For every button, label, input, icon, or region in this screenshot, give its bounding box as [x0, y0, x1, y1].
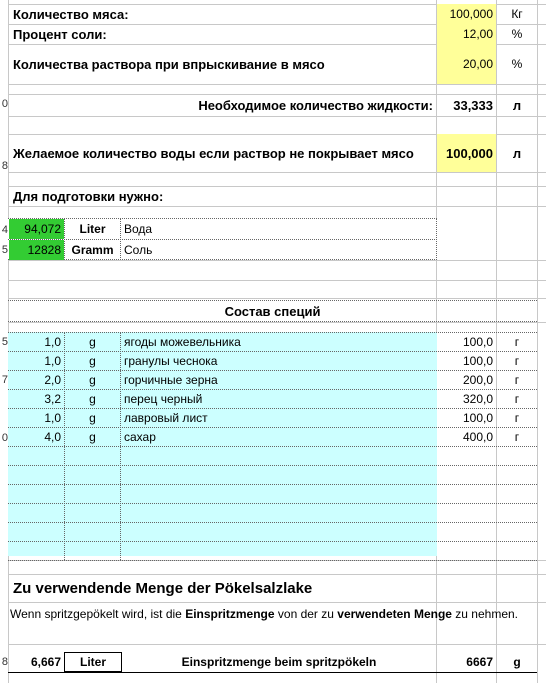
footer-heading: Zu verwendende Menge der Pökelsalzlake — [13, 579, 313, 597]
result-grams-unit: g — [513, 655, 521, 669]
result-grams: 6667 — [466, 655, 493, 669]
spice-name[interactable]: ягоды можевельника — [124, 334, 241, 349]
spice-total-unit: г — [514, 334, 520, 349]
spice-name[interactable]: горчичные зерна — [124, 372, 218, 387]
spice-unit: g — [89, 353, 96, 368]
spice-total: 100,0 — [462, 334, 493, 349]
spice-total-unit: г — [514, 429, 520, 444]
water-value-cell[interactable]: 100,000 — [437, 134, 496, 172]
footer-note: Wenn spritzgepökelt wird, ist die Einspritzmenge von der zu verwendeten Menge zu nehmen. — [10, 607, 519, 621]
meat-value-cell[interactable]: 100,000 — [437, 4, 496, 24]
ingredient-amount: 12828 — [9, 240, 64, 260]
spice-qty[interactable]: 1,0 — [44, 334, 61, 349]
spice-qty[interactable]: 1,0 — [44, 410, 61, 425]
spice-unit: g — [89, 391, 96, 406]
row-number: 5 — [1, 336, 8, 348]
brine-value-cell[interactable]: 20,00 — [437, 44, 496, 84]
spice-unit: g — [89, 410, 96, 425]
spice-name[interactable]: сахар — [124, 429, 156, 444]
water-unit: л — [512, 145, 522, 161]
ingredient-unit: Liter — [79, 222, 106, 236]
spice-total: 320,0 — [462, 391, 493, 406]
row-number: 8 — [1, 656, 8, 668]
brine-label: Количества раствора при впрыскивание в мясо — [13, 56, 325, 72]
spice-total: 400,0 — [462, 429, 493, 444]
meat-unit: Кг — [511, 7, 523, 21]
water-label: Желаемое количество воды если раствор не покрывает мясо — [13, 145, 414, 161]
row-number: 0 — [1, 432, 8, 444]
spice-qty[interactable]: 1,0 — [44, 353, 61, 368]
spice-total: 200,0 — [462, 372, 493, 387]
ingredient-name: Вода — [124, 222, 153, 236]
row-number: 8 — [1, 160, 8, 172]
spice-unit: g — [89, 372, 96, 387]
result-label: Einspritzmenge beim spritzpökeln — [181, 655, 377, 669]
spice-unit: g — [89, 429, 96, 444]
spices-title: Состав специй — [8, 300, 537, 322]
spice-total: 100,0 — [462, 410, 493, 425]
spice-qty[interactable]: 3,2 — [44, 391, 61, 406]
spice-qty[interactable]: 4,0 — [44, 429, 61, 444]
salt-label: Процент соли: — [13, 26, 107, 42]
row-number: 4 — [1, 224, 8, 236]
prep-label: Для подготовки нужно: — [13, 188, 164, 204]
spice-total: 100,0 — [462, 353, 493, 368]
spice-name[interactable]: лавровый лист — [124, 410, 208, 425]
spice-unit: g — [89, 334, 96, 349]
salt-value-cell[interactable]: 12,00 — [437, 24, 496, 44]
ingredient-unit: Gramm — [71, 243, 114, 257]
spice-total-unit: г — [514, 353, 520, 368]
spice-name[interactable]: гранулы чеснока — [124, 353, 218, 368]
liquid-unit: л — [512, 97, 522, 113]
row-number: 5 — [1, 244, 8, 256]
spice-total-unit: г — [514, 391, 520, 406]
spice-total-unit: г — [514, 410, 520, 425]
row-number: 7 — [1, 374, 8, 386]
spice-total-unit: г — [514, 372, 520, 387]
liquid-value: 33,333 — [453, 97, 493, 113]
spice-qty[interactable]: 2,0 — [44, 372, 61, 387]
brine-unit: % — [511, 57, 523, 71]
ingredient-amount: 94,072 — [9, 219, 64, 239]
result-unit: Liter — [79, 655, 106, 669]
row-number: 0 — [1, 98, 8, 110]
salt-unit: % — [511, 27, 523, 41]
ingredient-name: Соль — [124, 243, 153, 257]
result-liters: 6,667 — [30, 655, 61, 669]
spice-name[interactable]: перец черный — [124, 391, 203, 406]
liquid-label: Необходимое количество жидкости: — [198, 97, 433, 113]
meat-label: Количество мяса: — [13, 6, 129, 22]
